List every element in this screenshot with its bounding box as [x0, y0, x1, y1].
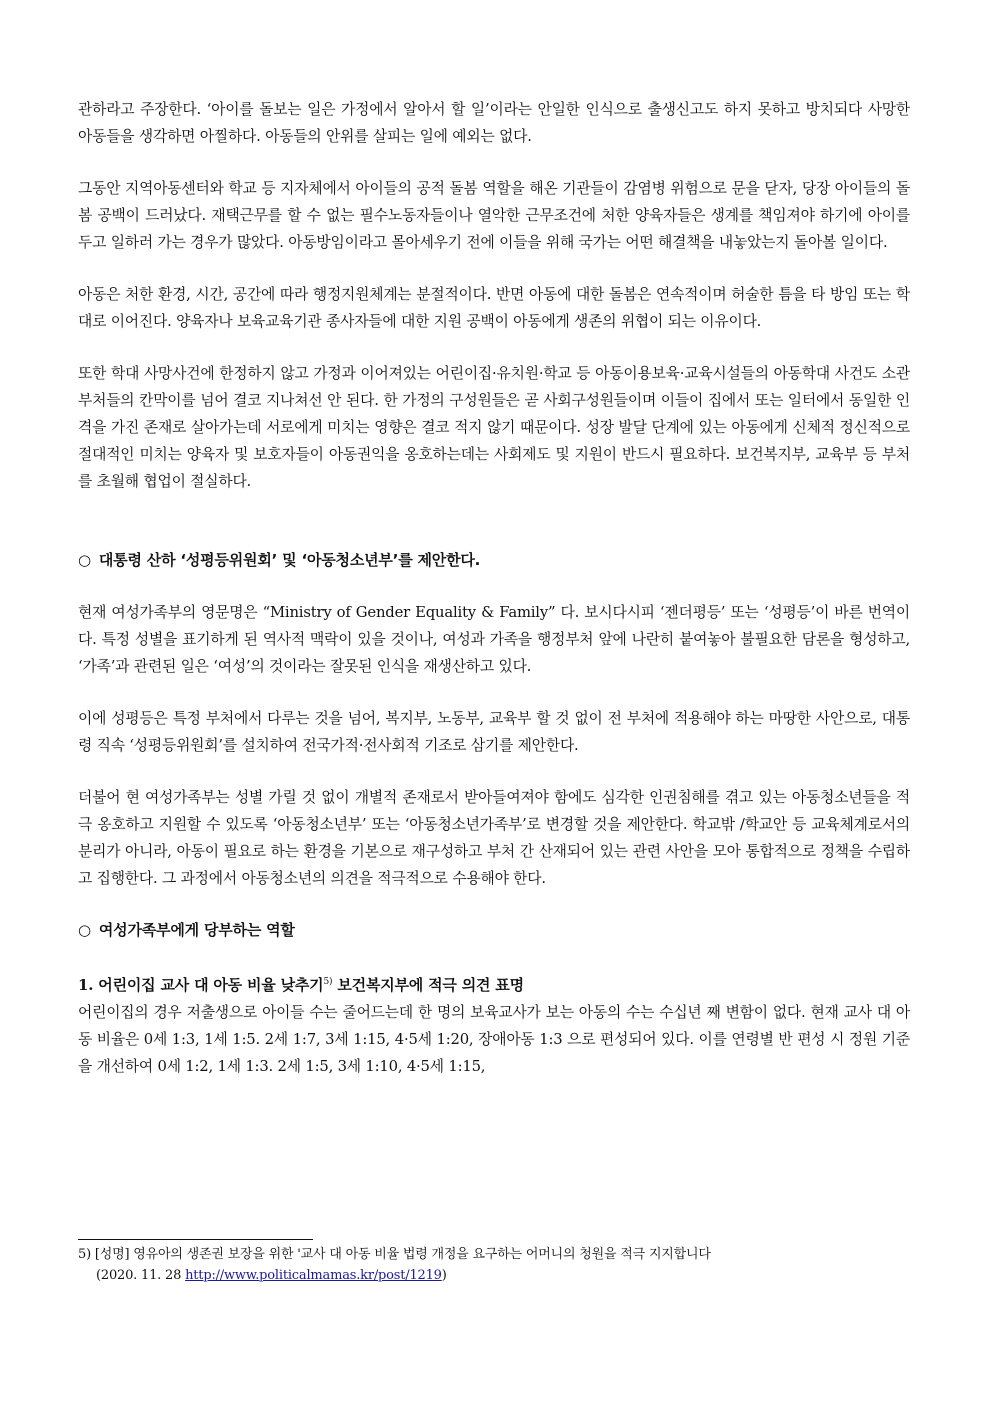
circle-bullet-icon: ○ — [78, 551, 91, 569]
paragraph-6: 이에 성평등은 특정 부처에서 다루는 것을 넘어, 복지부, 노동부, 교육부 할 것 없이 전 부처에 적용해야 하는 마땅한 사안으로, 대통령 직속 ‘성평등위원회’를 설치하여 전국가적·전사회적 기조로 삼기를 제안한다. — [78, 710, 910, 754]
paragraph-5: 현재 여성가족부의 영문명은 “Ministry of Gender Equality & Family” 다. 보시다시피 ‘젠더평등’ 또는 ‘성평등’이 바른 번역이다. 특정 성별을 표기하게 된 역사적 맥락이 있을 것이나, 여성과 가족을 행정부처 앞에 나란히 붙여놓아 불필요한 담론을 형성하고, ‘가족’과 관련된 일은 ‘여성’의 것이라는 잘못된 인식을 재생산하고 있다. — [78, 604, 910, 675]
footnote-text: 5) [성명] 영유아의 생존권 보장을 위한 '교사 대 아동 비율 법령 개정을 요구하는 어머니의 청원을 적극 지지합니다 — [78, 1247, 711, 1262]
circle-bullet-icon: ○ — [78, 921, 91, 939]
section-heading-2-text: 여성가족부에게 당부하는 역할 — [98, 921, 295, 939]
footnote-5 — [78, 1244, 910, 1286]
paragraph-8: 어린이집의 경우 저출생으로 아이들 수는 줄어드는데 한 명의 보육교사가 보는 아동의 수는 수십년 째 변함이 없다. 현재 교사 대 아동 비율은 0세 1:3, 1세 1:5. 2세 1:7, 3세 1:15, 4·5세 1:20, 장애아동 1:3 으로 편성되어 있다. 이를 연령별 반 편성 시 정원 기준을 개선하여 0세 1:2, 1세 1:3. 2세 1:5, 3세 1:10, 4·5세 1:15, — [78, 1004, 910, 1075]
paragraph-3: 아동은 처한 환경, 시간, 공간에 따라 행정지원체계는 분절적이다. 반면 아동에 대한 돌봄은 연속적이며 허술한 틈을 타 방임 또는 학대로 이어진다. 양육자나 보육교육기관 종사자들에 대한 지원 공백이 아동에게 생존의 위협이 되는 이유이다. — [78, 286, 910, 330]
footnote-ref-5[interactable]: 5) — [323, 977, 333, 987]
sub-heading-1-text: 1. 어린이집 교사 대 아동 비율 낮추기 — [78, 976, 324, 994]
section-heading-1 — [78, 547, 910, 574]
sub-heading-1 — [78, 969, 910, 999]
footnote-close: ) — [441, 1268, 447, 1283]
section-heading-2 — [78, 917, 910, 944]
sub-heading-1-rest: 보건복지부에 적극 의견 표명 — [332, 976, 524, 994]
paragraph-2: 그동안 지역아동센터와 학교 등 지자체에서 아이들의 공적 돌봄 역할을 해온 기관들이 감염병 위험으로 문을 닫자, 당장 아이들의 돌봄 공백이 드러났다. 재택근무를 할 수 없는 필수노동자들이나 열악한 근무조건에 처한 양육자들은 생계를 책임져야 하기에 아이를 두고 일하러 가는 경우가 많았다. 아동방임이라고 몰아세우기 전에 이들을 위해 국가는 어떤 해결책을 내놓았는지 돌아볼 일이다. — [78, 180, 910, 251]
footnote-link[interactable]: http://www.politicalmamas.kr/post/1219 — [185, 1268, 442, 1283]
paragraph-4: 또한 학대 사망사건에 한정하지 않고 가정과 이어져있는 어린이집·유치원·학교 등 아동이용보육·교육시설들의 아동학대 사건도 소관부처들의 칸막이를 넘어 결코 지나쳐선 안 된다. 한 가정의 구성원들은 곧 사회구성원들이며 이들이 집에서 또는 일터에서 동일한 인격을 가진 존재로 살아가는데 서로에게 미치는 영향은 결코 적지 않기 때문이다. 성장 발달 단계에 있는 아동에게 신체적 정신적으로 절대적인 미치는 양육자 및 보호자들이 아동권익을 옹호하는데는 사회제도 및 지원이 반드시 필요하다. 보건복지부, 교육부 등 부처를 초월해 협업이 절실하다. — [78, 365, 910, 490]
footnote-date: (2020. 11. 28 — [96, 1268, 186, 1283]
footnote-source — [78, 1265, 910, 1286]
section-heading-1-text: 대통령 산하 ‘성평등위원회’ 및 ‘아동청소년부’를 제안한다. — [98, 551, 481, 569]
document-body — [78, 96, 910, 1080]
footnote-divider — [78, 1239, 313, 1240]
paragraph-1: 관하라고 주장한다. ‘아이를 돌보는 일은 가정에서 알아서 할 일’이라는 안일한 인식으로 출생신고도 하지 못하고 방치되다 사망한 아동들을 생각하면 아찔하다. 아동들의 안위를 살피는 일에 예외는 없다. — [78, 101, 910, 145]
paragraph-7: 더불어 현 여성가족부는 성별 가릴 것 없이 개별적 존재로서 받아들여져야 함에도 심각한 인권침해를 겪고 있는 아동청소년들을 적극 옹호하고 지원할 수 있도록 ‘아동청소년부’ 또는 ‘아동청소년가족부’로 변경할 것을 제안한다. 학교밖 /학교안 등 교육체계로서의 분리가 아니라, 아동이 필요로 하는 환경을 기본으로 재구성하고 부처 간 산재되어 있는 관련 사안을 모아 통합적으로 정책을 수립하고 집행한다. 그 과정에서 아동청소년의 의견을 적극적으로 수용해야 한다. — [78, 789, 910, 887]
